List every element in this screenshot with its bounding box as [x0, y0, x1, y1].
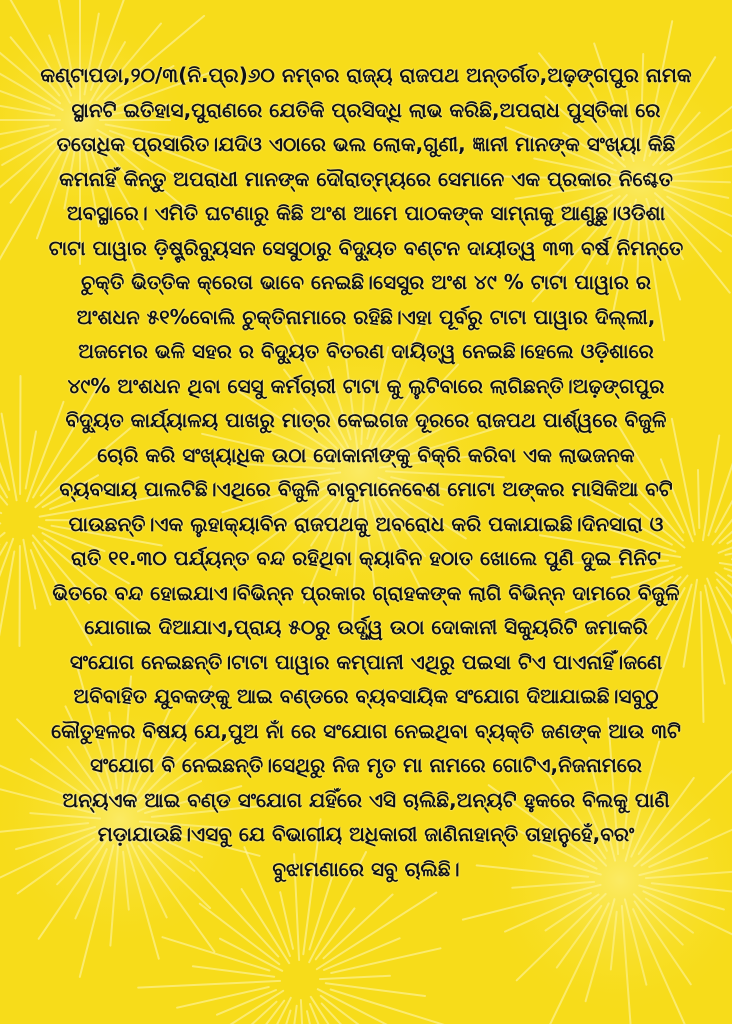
article-text: କଣ୍ଟାପଡା,୨୦/୩(ନି.ପ୍ର)୬୦ ନମ୍ବର ରାଜ୍ୟ ରାଜପଥ ଅନ୍ତର୍ଗତ,ଅଢ଼ଙ୍ଗପୁର ନାମକ ସ୍ଥାନଟି ଇତିହାସ,ପୁରାଣରେ ଯେତିକି ପ୍ରସିଦ୍ଧି ଲାଭ କରିଛି,ଅପରାଧ ପୁସ୍ତିକା ରେ ତତୋଧିକ ପ୍ରସାରିତ।ଯଦିଓ ଏଠାରେ ଭଲ ଲୋକ,ଗୁଣୀ, ଜ୍ଞାନୀ ମାନଙ୍କ ସଂଖ୍ୟା କିଛି କମନାହିଁ କିନ୍ତୁ ଅପରାଧୀ ମାନଙ୍କ ଦୌରାତ୍ମ୍ୟରେ ସେମାନେ ଏକ ପ୍ରକାର ନିଶ୍ଚେତ ଅବସ୍ଥାରେ। ଏମିତି ଘଟଣାରୁ କିଛି ଅଂଶ ଆମେ ପାଠକଙ୍କ ସାମ୍ନାକୁ ଆଣୁଛୁ।ଓଡିଶା ଟାଟା ପାୱାର ଡ଼ିଷ୍ଟ୍ରିବ୍ୟୁସନ ସେସୁଠାରୁ ବିଦ୍ୟୁତ ବଣ୍ଟନ ଦାୟୀତ୍ୱ ୩୩ ବର୍ଷ ନିମନ୍ତେ ଚୁକ୍ତି ଭିତ୍ତିକ କ୍ରେତା ଭାବେ ନେଇଛି।ସେସୁର ଅଂଶ ୪୯ % ଟାଟା ପାୱାର ର ଅଂଶଧନ ୫୧%ବୋଲି ଚୁକ୍ତିନାମାରେ ରହିଛି।ଏହା ପୂର୍ବରୁ ଟାଟା ପାୱାର ଦିଲ୍ଲୀ, ଅଜମେର ଭଳି ସହର ର ବିଦ୍ୟୁତ ବିତରଣ ଦାୟିତ୍ୱ ନେଇଛି।ହେଲେ ଓଡ଼ିଶାରେ ୪୯% ଅଂଶଧନ ଥିବା ସେସୁ କର୍ମଚାରୀ ଟାଟା କୁ ଲୁଟିବାରେ ଲାଗିଛନ୍ତି।ଅଢ଼ଙ୍ଗପୁର ବିଦ୍ୟୁତ କାର୍ଯ୍ୟାଳୟ ପାଖରୁ ମାତ୍ର କେଇଗଜ ଦୂରରେ ରାଜପଥ ପାର୍ଶ୍ୱରେ ବିଜୁଳି ଚୋରି କରି ସଂଖ୍ୟାଧିକ ଉଠା ଦୋକାନୀଙ୍କୁ ବିକ୍ରି କରିବା ଏକ ଲାଭଜନକ ବ୍ୟବସାୟ ପାଲଟିଛି।ଏଥିରେ ବିଜୁଳି ବାବୁମାନେବେଶ ମୋଟା ଅଙ୍କର ମାସିକିଆ ବଟି ପାଉଛନ୍ତି।ଏକ ଲୁହାକ୍ୟାବିନ ରାଜପଥକୁ ଅବରୋଧ କରି ପକାଯାଇଛି।ଦିନସାରା ଓ ରାତି ୧୧.୩୦ ପର୍ଯ୍ୟନ୍ତ ବନ୍ଦ ରହିଥିବା କ୍ୟାବିନ ହଠାତ ଖୋଲେ ପୁଣି ଦୁଇ ମିନିଟ ଭିତରେ ବନ୍ଦ ହୋଇଯାଏ।ବିଭିନ୍ନ ପ୍ରକାର ଗ୍ରାହକଙ୍କ ଲାଗି ବିଭିନ୍ନ ଦାମରେ ବିଜୁଳି ଯୋଗାଇ ଦିଆଯାଏ,ପ୍ରାୟ ୫୦ରୁ ଉର୍ଦ୍ଧ୍ୱ ଉଠା ଦୋକାନୀ ସିକ୍ୟୁରିଟି ଜମାକରି ସଂଯୋଗ ନେଇଛନ୍ତି।ଟାଟା ପାୱାର କମ୍ପାନୀ ଏଥିରୁ ପଇସା ଟିଏ ପାଏନାହିଁ।ଜଣେ ଅବିବାହିତ ଯୁବକଙ୍କୁ ଆଇ ବଣ୍ଡରେ ବ୍ୟବସାୟିକ ସଂଯୋଗ ଦିଆଯାଇଛି।ସବୁଠୁ କୌତୁହଳର ବିଷୟ ଯେ,ପୁଅ ନାଁ ରେ ସଂଯୋଗ ନେଇଥିବା ବ୍ୟକ୍ତି ଜଣଙ୍କ ଆଉ ୩ଟି ସଂଯୋଗ ବି ନେଇଛନ୍ତି।ସେଥିରୁ ନିଜ ମୃତ ମା ନାମରେ ଗୋଟିଏ,ନିଜନାମରେ ଅନ୍ୟଏକ ଆଇ ବଣ୍ଡ ସଂଯୋଗ ଯହିଁରେ ଏସି ଚାଲିଛି,ଅନ୍ୟଟି ହୁକରେ ବିଲକୁ ପାଣି ମଡ଼ାଯାଉଛି।ଏସବୁ ଯେ ବିଭାଗୀୟ ଅଧିକାରୀ ଜାଣିନାହାନ୍ତି ତାହାନୁହେଁ,ବରଂ ବୁଝାମଣାରେ ସବୁ ଚାଲିଛି।	[40, 63, 692, 881]
